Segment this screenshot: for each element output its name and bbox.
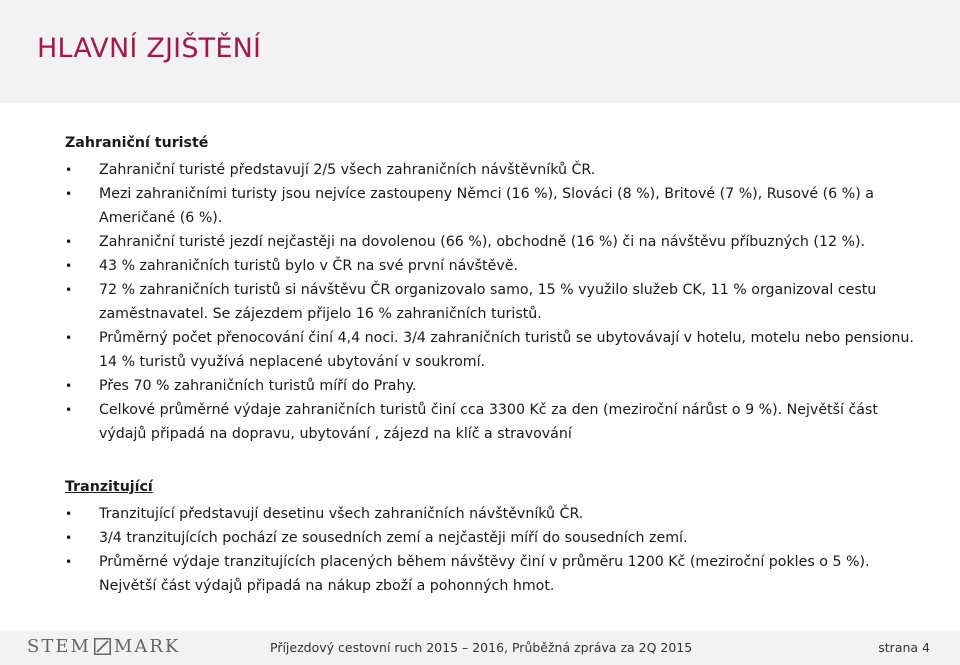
content	[65, 132, 925, 628]
list-item: • Celkové průměrné výdaje zahraničních turistů činí cca 3300 Kč za den (meziroční nárůst o 9 %). Největší část výdajů připadá na dopravu, ubytování , zájezd na klíč a stravování	[65, 398, 925, 446]
list-item: • Tranzitující představují desetinu všech zahraničních návštěvníků ČR.	[65, 502, 925, 526]
list-item: • Zahraniční turisté jezdí nejčastěji na dovolenou (66 %), obchodně (16 %) či na návštěvu příbuzných (12 %).	[65, 230, 925, 254]
section-transit	[65, 476, 925, 598]
section-heading: Zahraniční turisté	[65, 135, 209, 151]
bullet-icon: •	[65, 259, 73, 273]
header-band	[0, 0, 960, 103]
bullet-icon: •	[65, 331, 73, 345]
footer	[0, 631, 960, 665]
stem-mark-logo: STEM MARK	[27, 635, 181, 657]
logo-mark-icon	[94, 638, 111, 655]
list-item: • 72 % zahraničních turistů si návštěvu ČR organizovalo samo, 15 % využilo služeb CK, 11 % organizoval cestu zaměstnavatel. Se zájezdem přijelo 16 % zahraničních turistů.	[65, 278, 925, 326]
list-item: • 43 % zahraničních turistů bylo v ČR na své první návštěvě.	[65, 254, 925, 278]
list-item: • Mezi zahraničními turisty jsou nejvíce zastoupeny Němci (16 %), Slováci (8 %), Britové (7 %), Rusové (6 %) a Američané (6 %).	[65, 182, 925, 230]
section-heading: Tranzitující	[65, 479, 153, 495]
bullet-icon: •	[65, 187, 73, 201]
list-item: • 3/4 tranzitujících pochází ze sousedních zemí a nejčastěji míří do sousedních zemí.	[65, 526, 925, 550]
bullet-list	[65, 502, 925, 598]
bullet-list	[65, 158, 925, 446]
bullet-icon: •	[65, 283, 73, 297]
list-item: • Zahraniční turisté představují 2/5 všech zahraničních návštěvníků ČR.	[65, 158, 925, 182]
list-item: • Přes 70 % zahraničních turistů míří do Prahy.	[65, 374, 925, 398]
bullet-icon: •	[65, 507, 73, 521]
bullet-icon: •	[65, 163, 73, 177]
page-number: strana 4	[878, 640, 930, 655]
section-foreign-tourists	[65, 132, 925, 446]
bullet-icon: •	[65, 235, 73, 249]
bullet-icon: •	[65, 403, 73, 417]
bullet-icon: •	[65, 555, 73, 569]
list-item: • Průměrné výdaje tranzitujících placených během návštěvy činí v průměru 1200 Kč (meziroční pokles o 5 %). Největší část výdajů připadá na nákup zboží a pohonných hmot.	[65, 550, 925, 598]
footer-report-title: Příjezdový cestovní ruch 2015 – 2016, Průběžná zpráva za 2Q 2015	[270, 640, 693, 655]
bullet-icon: •	[65, 379, 73, 393]
list-item: • Průměrný počet přenocování činí 4,4 noci. 3/4 zahraničních turistů se ubytovávají v hotelu, motelu nebo pensionu. 14 % turistů využívá neplacené ubytování v soukromí.	[65, 326, 925, 374]
bullet-icon: •	[65, 531, 73, 545]
page-title: HLAVNÍ ZJIŠTĚNÍ	[37, 33, 262, 64]
